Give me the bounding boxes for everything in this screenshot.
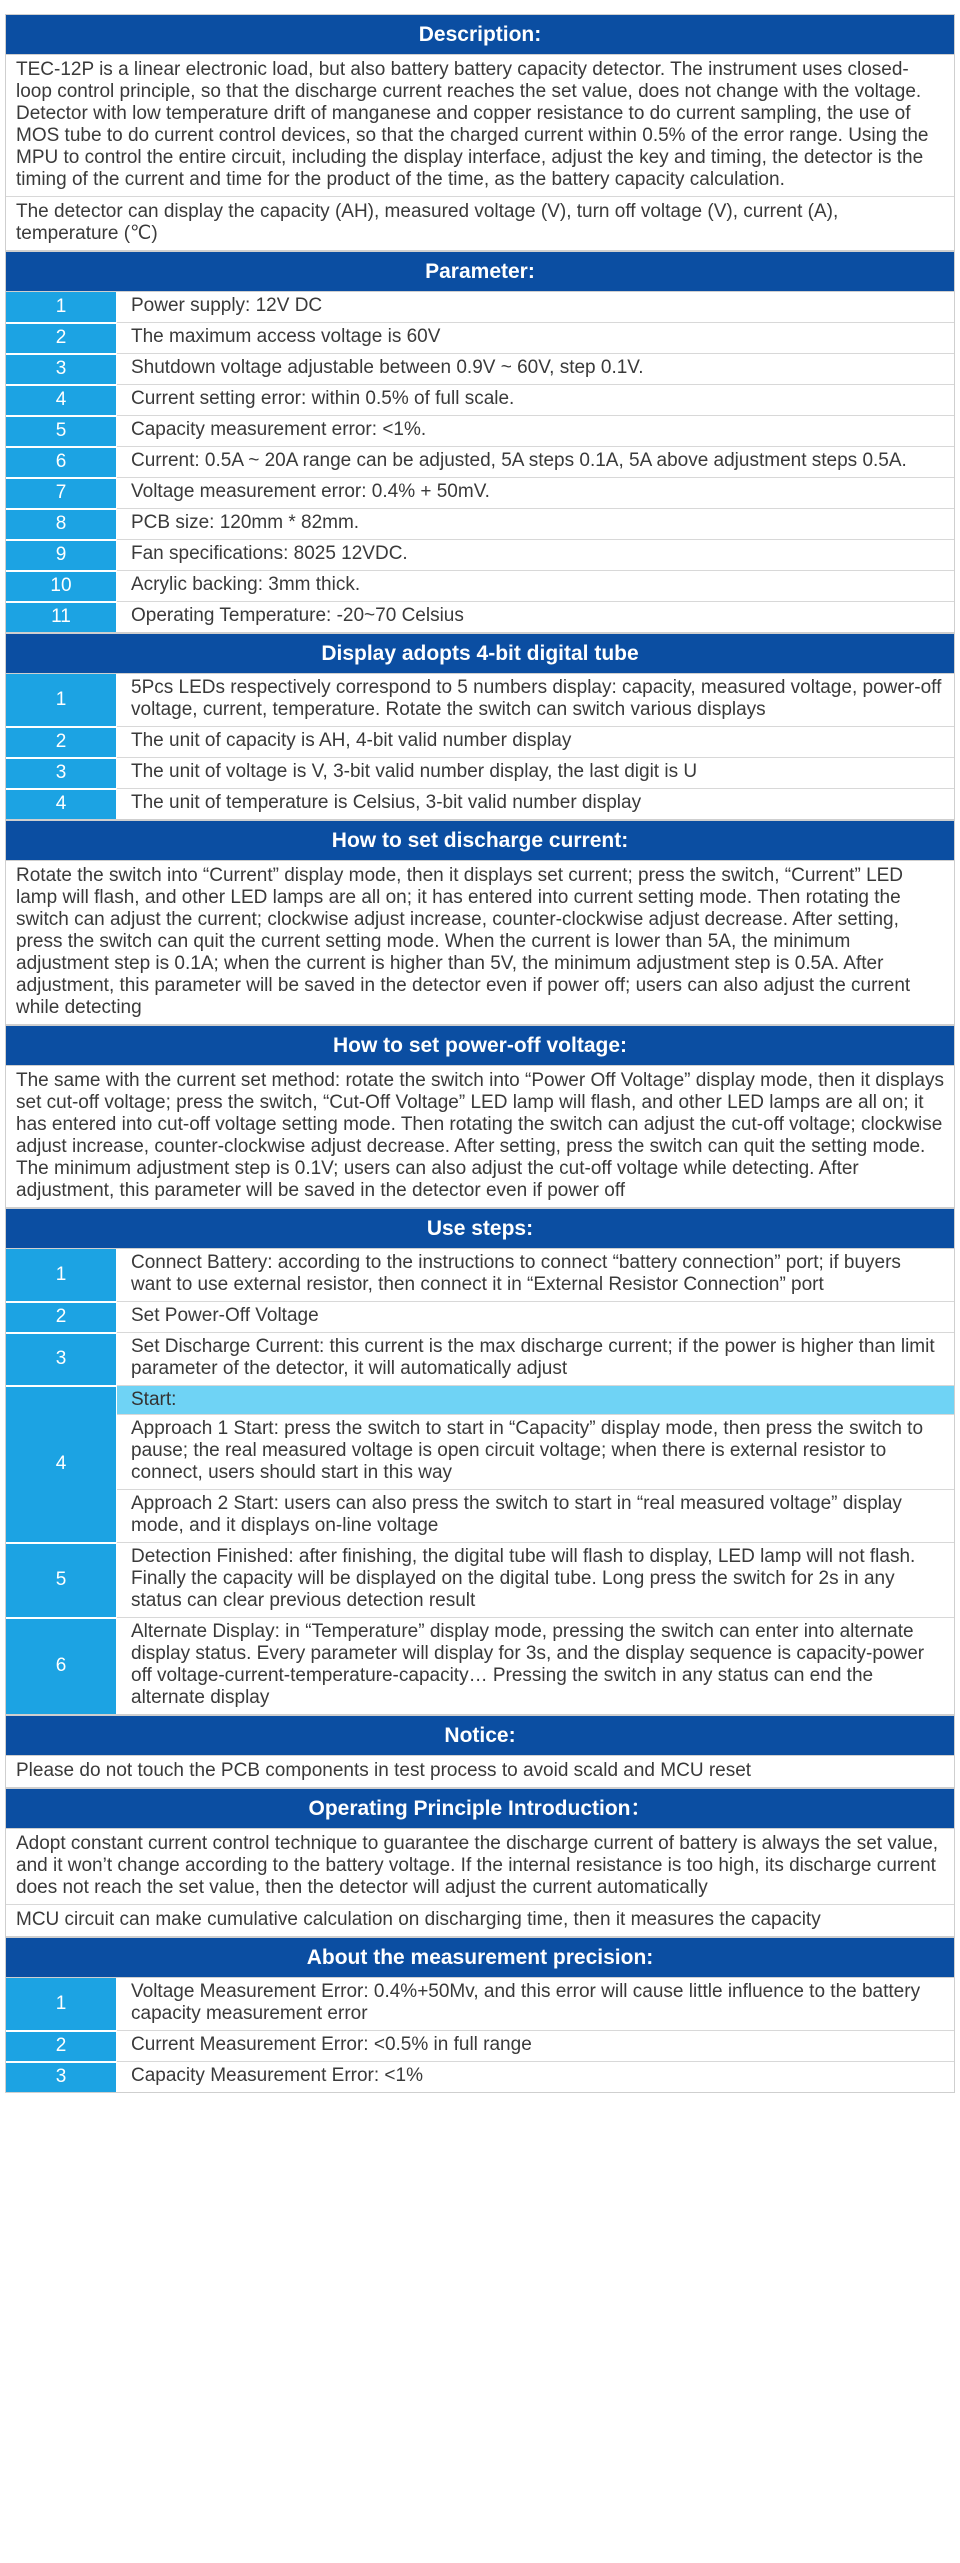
table-row: [6, 1386, 954, 1415]
principle-header: Operating Principle Introduction：: [6, 1789, 954, 1829]
row-number: 6: [6, 1618, 117, 1715]
precision-section: [5, 1937, 955, 2093]
row-text: Approach 1 Start: press the switch to start in “Capacity” display mode, then press the switch to pause; the real measured voltage is open circuit voltage; when there is external resistor to connect, users should start in this way: [117, 1415, 955, 1490]
row-number: 2: [6, 2031, 117, 2062]
start-subheading: Start:: [117, 1386, 955, 1415]
table-row: [6, 385, 954, 416]
precision-table: [6, 1978, 954, 2092]
discharge-header: How to set discharge current:: [6, 821, 954, 861]
table-row: [6, 447, 954, 478]
row-number: 4: [6, 1386, 117, 1543]
row-text: Voltage Measurement Error: 0.4%+50Mv, and this error will cause little influence to the battery capacity measurement error: [131, 1981, 921, 2024]
row-number: 11: [6, 602, 117, 633]
poweroff-section: [5, 1025, 955, 1208]
row-text: Power supply: 12V DC: [131, 295, 323, 316]
row-number: 4: [6, 385, 117, 416]
poweroff-header: How to set power-off voltage:: [6, 1026, 954, 1066]
steps-table: [6, 1249, 954, 1714]
row-text: Set Power-Off Voltage: [117, 1302, 955, 1333]
table-row: [6, 1978, 954, 2031]
notice-paragraph: Please do not touch the PCB components in test process to avoid scald and MCU reset: [16, 1760, 752, 1781]
row-text: The unit of voltage is V, 3-bit valid number display, the last digit is U: [117, 758, 955, 789]
principle-paragraph: MCU circuit can make cumulative calculation on discharging time, then it measures the capacity: [16, 1909, 821, 1930]
parameter-table: [6, 292, 954, 632]
row-number: 7: [6, 478, 117, 509]
table-row: [6, 1249, 954, 1302]
row-number: 1: [6, 292, 117, 323]
row-text: Current setting error: within 0.5% of full scale.: [117, 385, 955, 416]
row-number: 1: [6, 1249, 117, 1302]
table-row: [6, 789, 954, 820]
table-row: [6, 1302, 954, 1333]
row-text: Detection Finished: after finishing, the digital tube will flash to display, LED lamp will not flash. Finally the capacity will be displayed on the digital tube. Long press the switch for 2s in any status can clear previous detection result: [117, 1543, 955, 1618]
description-paragraph: TEC-12P is a linear electronic load, but also battery battery capacity detector. The instrument uses closed-loop control principle, so that the discharge current reaches the set value, does not change with the voltage. Detector with low temperature drift of manganese and copper resistance to do current sampling, the use of MOS tube to do current control devices, so that the charged current within 0.5% of the error range. Using the MPU to control the entire circuit, including the display interface, adjust the key and timing, the detector is the timing of the current and time for the product of the time, as the battery capacity calculation.: [6, 55, 954, 197]
principle-section: [5, 1788, 955, 1937]
row-text: Shutdown voltage adjustable between 0.9V ~ 60V, step 0.1V.: [117, 354, 955, 385]
row-number: 1: [6, 674, 117, 727]
row-number: 8: [6, 509, 117, 540]
table-row: [6, 509, 954, 540]
row-text: The unit of capacity is AH, 4-bit valid number display: [117, 727, 955, 758]
row-text: The maximum access voltage is 60V: [117, 323, 955, 354]
table-row: [6, 727, 954, 758]
steps-header: Use steps:: [6, 1209, 954, 1249]
row-number: 3: [6, 354, 117, 385]
parameter-header: Parameter:: [6, 252, 954, 292]
notice-header: Notice:: [6, 1716, 954, 1756]
spec-sheet: [5, 0, 955, 2093]
row-number: 1: [6, 1978, 117, 2031]
table-row: [6, 1490, 954, 1543]
table-row: [6, 2062, 954, 2093]
row-text: Current Measurement Error: <0.5% in full range: [117, 2031, 955, 2062]
table-row: [6, 758, 954, 789]
table-row: [6, 571, 954, 602]
row-text: Current: 0.5A ~ 20A range can be adjusted, 5A steps 0.1A, 5A above adjustment steps 0.5A.: [117, 447, 955, 478]
steps-section: [5, 1208, 955, 1715]
row-text: 5Pcs LEDs respectively correspond to 5 numbers display: capacity, measured voltage, power-off voltage, current, temperature. Rotate the switch can switch various displays: [131, 677, 942, 720]
table-row: [6, 478, 954, 509]
row-text: Operating Temperature: -20~70 Celsius: [117, 602, 955, 633]
table-row: [6, 2031, 954, 2062]
poweroff-paragraph: The same with the current set method: rotate the switch into “Power Off Voltage” display mode, then it displays set cut-off voltage; press the switch, “Cut-Off Voltage” LED lamp will flash, and other LED lamps are all on; it has entered into cut-off voltage setting mode. Then rotating the switch can adjust the cut-off voltage; clockwise adjust increase, counter-clockwise adjust decrease. After setting, press the switch can quit the setting mode. The minimum adjustment step is 0.1V; users can also adjust the cut-off voltage while detecting. After adjustment, this parameter will be saved in the detector even if power off: [16, 1070, 944, 1201]
description-header: Description:: [6, 15, 954, 55]
row-number: 9: [6, 540, 117, 571]
row-number: 3: [6, 2062, 117, 2093]
row-number: 3: [6, 1333, 117, 1386]
table-row: [6, 540, 954, 571]
table-row: [6, 323, 954, 354]
row-text: Approach 2 Start: users can also press the switch to start in “real measured voltage” display mode, and it displays on-line voltage: [117, 1490, 955, 1543]
row-text: Set Discharge Current: this current is the max discharge current; if the power is higher than limit parameter of the detector, it will automatically adjust: [117, 1333, 955, 1386]
principle-paragraph: Adopt constant current control technique to guarantee the discharge current of battery is always the set value, and it won’t change according to the battery voltage. If the internal resistance is too high, its discharge current does not reach the set value, then the detector will adjust the current automatically: [6, 1829, 954, 1905]
description-section: [5, 14, 955, 251]
table-row: [6, 416, 954, 447]
display-section: [5, 633, 955, 820]
table-row: [6, 602, 954, 633]
table-row: [6, 354, 954, 385]
table-row: [6, 292, 954, 323]
row-number: 2: [6, 1302, 117, 1333]
row-number: 5: [6, 1543, 117, 1618]
table-row: [6, 674, 954, 727]
row-text: Capacity Measurement Error: <1%: [117, 2062, 955, 2093]
row-text: Acrylic backing: 3mm thick.: [117, 571, 955, 602]
row-text: PCB size: 120mm * 82mm.: [117, 509, 955, 540]
table-row: [6, 1618, 954, 1715]
row-text: Voltage measurement error: 0.4% + 50mV.: [117, 478, 955, 509]
parameter-section: [5, 251, 955, 633]
display-table: [6, 674, 954, 819]
discharge-paragraph: Rotate the switch into “Current” display mode, then it displays set current; press the switch, “Current” LED lamp will flash, and other LED lamps are all on; it has entered into current setting mode. Then rotating the switch can adjust the current; clockwise adjust increase, counter-clockwise adjust decrease. After setting, press the switch can quit the current setting mode. When the current is lower than 5A, the minimum adjustment step is 0.1A; when the current is higher than 5V, the minimum adjustment step is 0.5A. After adjustment, this parameter will be saved in the detector even if power off; users can also adjust the current while detecting: [16, 865, 911, 1018]
row-number: 5: [6, 416, 117, 447]
row-text: The unit of temperature is Celsius, 3-bit valid number display: [117, 789, 955, 820]
description-paragraph: The detector can display the capacity (AH), measured voltage (V), turn off voltage (V), current (A), temperature (℃): [16, 201, 839, 244]
table-row: [6, 1333, 954, 1386]
notice-section: [5, 1715, 955, 1788]
row-number: 6: [6, 447, 117, 478]
row-number: 2: [6, 727, 117, 758]
row-text: Alternate Display: in “Temperature” display mode, pressing the switch can enter into alternate display status. Every parameter will display for 3s, and the display sequence is capacity-power off voltage-current-temperature-capacity… Pressing the switch in any status can end the alternate display: [117, 1618, 955, 1715]
table-row: [6, 1415, 954, 1490]
row-text: Fan specifications: 8025 12VDC.: [117, 540, 955, 571]
discharge-section: [5, 820, 955, 1025]
precision-header: About the measurement precision:: [6, 1938, 954, 1978]
table-row: [6, 1543, 954, 1618]
row-number: 3: [6, 758, 117, 789]
row-number: 4: [6, 789, 117, 820]
display-header: Display adopts 4-bit digital tube: [6, 634, 954, 674]
row-text: Connect Battery: according to the instructions to connect “battery connection” port; if buyers want to use external resistor, then connect it in “External Resistor Connection” port: [131, 1252, 901, 1295]
row-number: 10: [6, 571, 117, 602]
row-text: Capacity measurement error: <1%.: [117, 416, 955, 447]
row-number: 2: [6, 323, 117, 354]
